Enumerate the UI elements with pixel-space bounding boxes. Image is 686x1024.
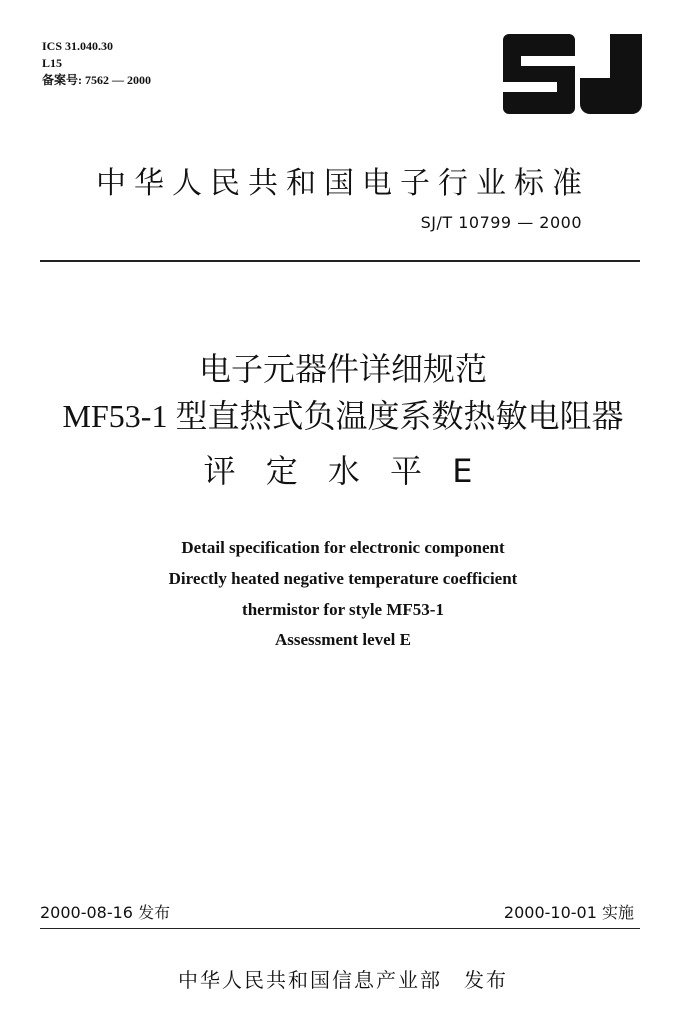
title-cn-line1: 电子元器件详细规范 [198,350,487,388]
sj-logo-s [503,34,575,114]
title-en-line2: Directly heated negative temperature coefficient [168,569,518,588]
title-cn-line2: MF53-1 型直热式负温度系数热敏电阻器 [62,398,624,434]
industry-standard-title: 中华人民共和国电子行业标准 [96,166,590,201]
sj-logo-j [580,34,642,114]
title-en-line3: thermistor for style MF53-1 [242,600,444,619]
publisher: 中华人民共和国信息产业部 发布 [178,968,508,992]
standard-number: SJ/T 10799 — 2000 [420,213,582,232]
footer-divider [40,928,640,929]
title-cn-line3: 评 定 水 平 E [203,452,483,490]
record-number: 备案号: 7562 — 2000 [42,73,151,87]
classification-code: L15 [42,56,63,70]
implementation-date: 2000-10-01 实施 [503,903,634,922]
ics-code: ICS 31.040.30 [42,39,114,53]
title-en-line4: Assessment level E [275,630,411,649]
title-en-line1: Detail specification for electronic component [181,538,505,557]
issue-date: 2000-08-16 发布 [40,903,171,922]
header-divider [40,260,640,262]
